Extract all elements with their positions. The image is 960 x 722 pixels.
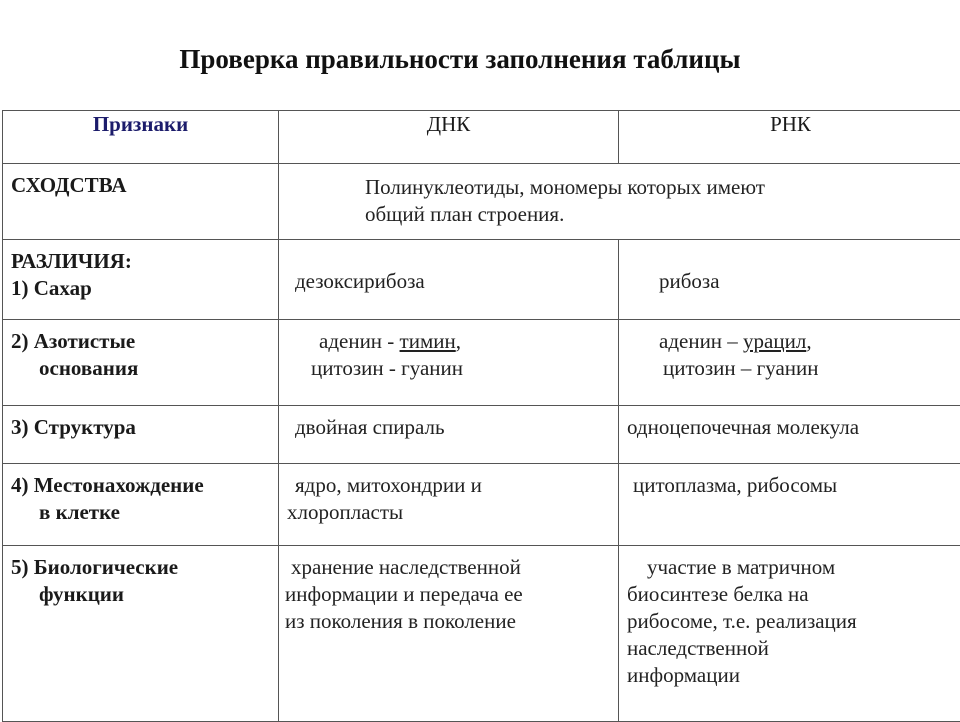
bases-label-line-1: 2) Азотистые <box>11 328 272 355</box>
functions-rna-line-1: участие в матричном <box>627 554 954 581</box>
structure-dna <box>279 406 619 464</box>
sugar-dna-text: дезоксирибоза <box>291 269 425 293</box>
bases-rna-uracil: урацил <box>743 329 806 353</box>
bases-dna-line-1 <box>291 328 610 355</box>
page-title: Проверка правильности заполнения таблицы <box>0 44 920 75</box>
bases-rna-pair1-a: аденин – <box>659 329 743 353</box>
bases-rna <box>619 320 960 406</box>
table-row-functions <box>3 546 960 722</box>
bases-dna-thymine: тимин <box>400 329 456 353</box>
similarities-line-1: Полинуклеотиды, мономеры которых имеют <box>365 174 954 201</box>
functions-label-line-2: функции <box>11 581 272 608</box>
bases-dna-comma: , <box>456 329 461 353</box>
bases-rna-line-2: цитозин – гуанин <box>631 355 954 382</box>
functions-dna-line-3: из поколения в поколение <box>285 608 610 635</box>
structure-dna-text: двойная спираль <box>291 415 445 439</box>
table-row-sugar <box>3 240 960 320</box>
similarities-cell <box>279 164 960 240</box>
location-rna: цитоплазма, рибосомы <box>619 464 960 546</box>
functions-rna-line-4: наследственной <box>627 635 954 662</box>
row-label-sugar <box>3 240 279 320</box>
row-label-functions <box>3 546 279 722</box>
bases-dna-line-2: цитозин - гуанин <box>291 355 610 382</box>
bases-dna-pair1-a: аденин - <box>319 329 400 353</box>
sugar-rna-text: рибоза <box>659 269 720 293</box>
bases-rna-line-1 <box>631 328 954 355</box>
row-label-similarities: СХОДСТВА <box>3 164 279 240</box>
header-row <box>3 111 960 164</box>
functions-dna-line-1: хранение наследственной <box>285 554 610 581</box>
differences-label: РАЗЛИЧИЯ: <box>11 248 272 275</box>
functions-dna <box>279 546 619 722</box>
similarities-line-2: общий план строения. <box>365 201 954 228</box>
sugar-rna <box>619 240 960 320</box>
location-dna <box>279 464 619 546</box>
table-row-structure <box>3 406 960 464</box>
structure-rna: одноцепочечная молекула <box>619 406 960 464</box>
functions-dna-line-2: информации и передача ее <box>285 581 610 608</box>
comparison-table <box>2 110 960 722</box>
functions-rna-line-5: информации <box>627 662 954 689</box>
row-label-structure: 3) Структура <box>3 406 279 464</box>
bases-dna <box>279 320 619 406</box>
sugar-dna <box>279 240 619 320</box>
row-label-location <box>3 464 279 546</box>
functions-label-line-1: 5) Биологические <box>11 554 272 581</box>
functions-rna <box>619 546 960 722</box>
header-features: Признаки <box>3 111 279 164</box>
bases-label-line-2: основания <box>11 355 272 382</box>
bases-rna-comma: , <box>806 329 811 353</box>
table-row-bases <box>3 320 960 406</box>
sugar-label: 1) Сахар <box>11 275 272 302</box>
location-label-line-2: в клетке <box>11 499 272 526</box>
functions-rna-line-2: биосинтезе белка на <box>627 581 954 608</box>
table-row-similarities <box>3 164 960 240</box>
location-dna-line-1: ядро, митохондрии и <box>291 472 610 499</box>
header-dna: ДНК <box>279 111 619 164</box>
header-rna: РНК <box>619 111 960 164</box>
location-label-line-1: 4) Местонахождение <box>11 472 272 499</box>
functions-rna-line-3: рибосоме, т.е. реализация <box>627 608 954 635</box>
table-row-location <box>3 464 960 546</box>
location-dna-line-2: хлоропласты <box>287 499 610 526</box>
row-label-bases <box>3 320 279 406</box>
